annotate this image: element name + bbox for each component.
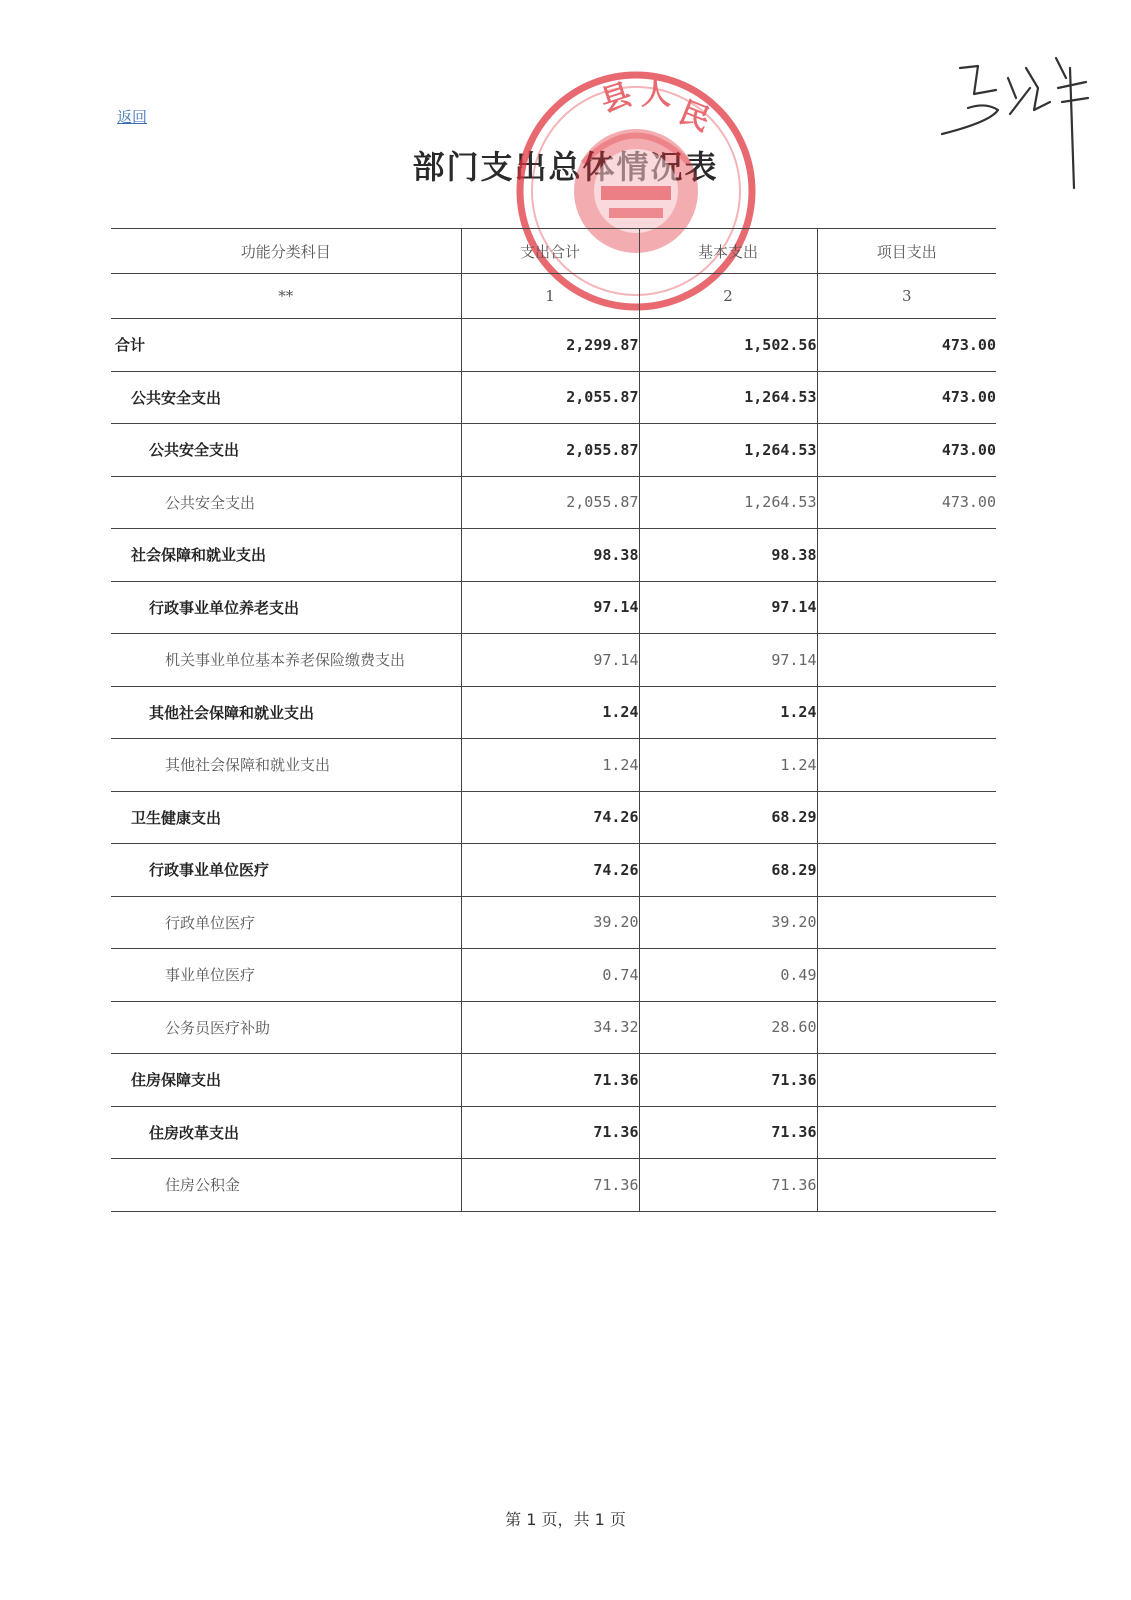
row-basic: 1.24 [639,739,817,792]
row-project [817,529,996,582]
row-basic: 97.14 [639,634,817,687]
table-row [111,1001,996,1054]
row-project [817,791,996,844]
svg-text:民: 民 [674,94,715,139]
row-project: 473.00 [817,319,996,372]
row-total: 97.14 [461,634,639,687]
table-row [111,686,996,739]
row-total: 98.38 [461,529,639,582]
row-category: 合计 [111,319,461,372]
row-category: 事业单位医疗 [111,949,461,1002]
row-category: 机关事业单位基本养老保险缴费支出 [111,634,461,687]
row-total: 74.26 [461,791,639,844]
row-category: 行政单位医疗 [111,896,461,949]
table-row [111,1054,996,1107]
row-project [817,1001,996,1054]
table-row [111,1106,996,1159]
row-project: 473.00 [817,476,996,529]
row-project [817,686,996,739]
row-project: 473.00 [817,424,996,477]
index-total: 1 [461,274,639,319]
row-project [817,739,996,792]
row-basic: 1.24 [639,686,817,739]
row-category: 住房改革支出 [111,1106,461,1159]
row-total: 2,299.87 [461,319,639,372]
row-project [817,1054,996,1107]
table-row [111,949,996,1002]
table-row [111,739,996,792]
row-project [817,844,996,897]
table-row [111,634,996,687]
row-category: 公共安全支出 [111,424,461,477]
table-row [111,896,996,949]
row-total: 71.36 [461,1159,639,1212]
table-row [111,424,996,477]
row-total: 71.36 [461,1106,639,1159]
page-title: 部门支出总体情况表 [412,148,719,186]
table-row [111,371,996,424]
row-total: 97.14 [461,581,639,634]
row-basic: 28.60 [639,1001,817,1054]
table-row [111,1159,996,1212]
row-total: 0.74 [461,949,639,1002]
row-basic: 0.49 [639,949,817,1002]
row-category: 公共安全支出 [111,476,461,529]
row-basic: 1,264.53 [639,476,817,529]
row-project [817,896,996,949]
svg-text:县: 县 [596,77,637,120]
row-total: 2,055.87 [461,476,639,529]
header-total: 支出合计 [461,229,639,274]
index-basic: 2 [639,274,817,319]
index-project: 3 [817,274,996,319]
row-total: 39.20 [461,896,639,949]
row-project [817,1106,996,1159]
row-project: 473.00 [817,371,996,424]
row-basic: 1,264.53 [639,424,817,477]
row-category: 社会保障和就业支出 [111,529,461,582]
table-row [111,529,996,582]
row-basic: 1,502.56 [639,319,817,372]
header-category: 功能分类科目 [111,229,461,274]
row-category: 行政事业单位养老支出 [111,581,461,634]
row-basic: 71.36 [639,1054,817,1107]
row-total: 71.36 [461,1054,639,1107]
row-project [817,1159,996,1212]
row-total: 1.24 [461,686,639,739]
table-row [111,476,996,529]
table-row [111,319,996,372]
svg-text:人: 人 [641,77,671,112]
row-basic: 97.14 [639,581,817,634]
table-row [111,581,996,634]
row-total: 1.24 [461,739,639,792]
row-project [817,949,996,1002]
row-basic: 68.29 [639,791,817,844]
row-total: 2,055.87 [461,371,639,424]
index-category: ** [111,274,461,319]
row-total: 2,055.87 [461,424,639,477]
back-link[interactable]: 返回 [117,108,148,126]
header-project: 项目支出 [817,229,996,274]
row-category: 公共安全支出 [111,371,461,424]
row-basic: 71.36 [639,1106,817,1159]
row-category: 公务员医疗补助 [111,1001,461,1054]
row-basic: 71.36 [639,1159,817,1212]
row-category: 其他社会保障和就业支出 [111,686,461,739]
row-category: 行政事业单位医疗 [111,844,461,897]
header-basic: 基本支出 [639,229,817,274]
expenditure-table [111,228,996,1212]
row-category: 住房公积金 [111,1159,461,1212]
table-index-row [111,274,996,319]
row-total: 74.26 [461,844,639,897]
row-project [817,581,996,634]
row-project [817,634,996,687]
row-category: 其他社会保障和就业支出 [111,739,461,792]
page-footer: 第 1 页，共 1 页 [505,1510,626,1529]
row-total: 34.32 [461,1001,639,1054]
row-basic: 68.29 [639,844,817,897]
row-category: 住房保障支出 [111,1054,461,1107]
row-basic: 39.20 [639,896,817,949]
row-basic: 1,264.53 [639,371,817,424]
table-row [111,844,996,897]
table-row [111,791,996,844]
row-category: 卫生健康支出 [111,791,461,844]
table-header-row [111,229,996,274]
row-basic: 98.38 [639,529,817,582]
